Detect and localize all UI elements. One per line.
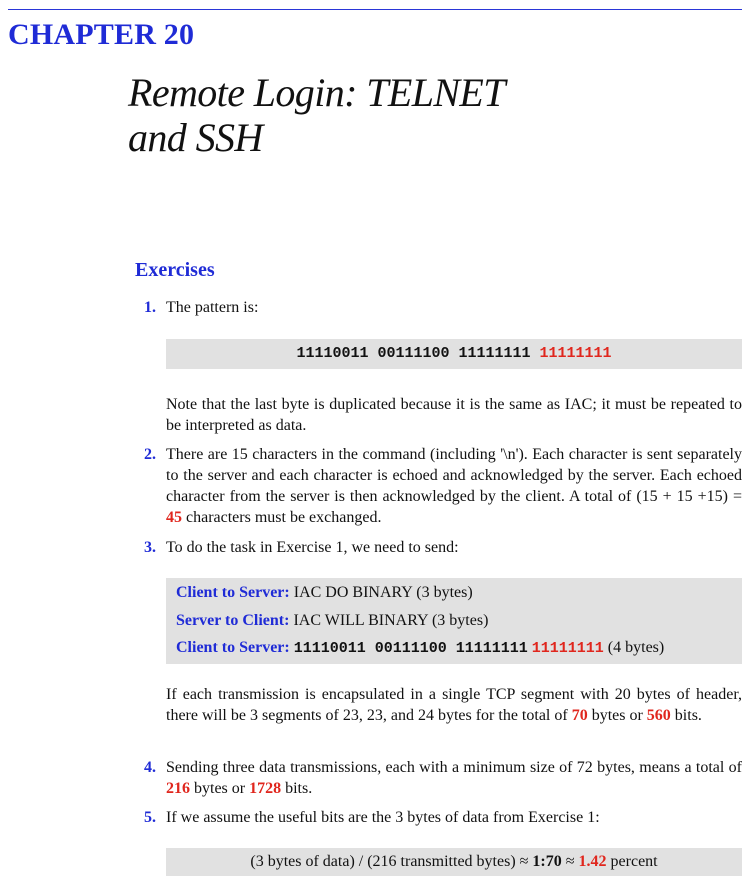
exercise-text: bytes or	[587, 707, 647, 724]
exercise-text: characters must be exchanged.	[182, 509, 382, 526]
exercise-number: 3.	[144, 539, 156, 556]
exercise-text: There are 15 characters in the command (including '\n'). Each character is sent separately to the server and each character is echoed and acknowledged by the server. Each echoed character from the server is then acknowledged by the client. A total of (15 + 15 +15) =	[166, 446, 742, 505]
chapter-number: CHAPTER 20	[8, 18, 195, 51]
exercise-text: bytes or	[190, 780, 250, 797]
exercise-1-intro	[144, 297, 742, 318]
highlight-value: 1728	[249, 780, 282, 797]
bit-pattern: 11110011 00111100 11111111	[296, 345, 531, 362]
efficiency-formula-box	[166, 848, 742, 876]
message-bits: 11110011 00111100 11111111	[293, 640, 528, 657]
exercise-text: bits.	[670, 707, 702, 724]
title-line-2: and SSH	[128, 115, 263, 160]
bit-pattern-box	[166, 339, 742, 369]
top-rule	[8, 9, 742, 10]
message-line	[176, 583, 473, 603]
exercise-number: 4.	[144, 759, 156, 776]
bit-pattern-duplicated: 11111111	[539, 345, 612, 362]
ratio-value: 1:70	[532, 853, 562, 870]
exercise-text: If each transmission is encapsulated in a single TCP segment with 20 bytes of header, there will be 3 segments of 23, 23, and 24 bytes for the total of	[166, 686, 742, 724]
approx-symbol: ≈	[519, 853, 529, 870]
direction-label: Client to Server:	[176, 584, 290, 601]
message-sequence-box	[166, 578, 742, 664]
chapter-title	[128, 70, 505, 160]
percent-value: 1.42	[578, 853, 607, 870]
exercise-1-note: Note that the last byte is duplicated because it is the same as IAC; it must be repeated to be interpreted as data.	[166, 396, 742, 434]
title-line-1: Remote Login: TELNET	[128, 70, 505, 115]
highlight-value: 45	[166, 509, 182, 526]
exercise-text: The pattern is:	[166, 299, 259, 316]
highlight-value: 216	[166, 780, 190, 797]
approx-symbol: ≈	[565, 853, 575, 870]
direction-label: Client to Server:	[176, 639, 290, 656]
exercise-4	[144, 757, 742, 799]
exercise-number: 1.	[144, 299, 156, 316]
message-line	[176, 638, 664, 659]
exercise-text: If we assume the useful bits are the 3 bytes of data from Exercise 1:	[166, 809, 600, 826]
message-text: IAC WILL BINARY (3 bytes)	[289, 612, 489, 629]
exercise-text: To do the task in Exercise 1, we need to send:	[166, 539, 459, 556]
message-text: (4 bytes)	[603, 639, 665, 656]
exercise-5-intro	[144, 807, 742, 828]
exercise-number: 5.	[144, 809, 156, 826]
formula-text: (3 bytes of data) / (216 transmitted bytes)	[250, 853, 520, 870]
exercise-2	[144, 444, 742, 528]
exercise-text: bits.	[281, 780, 313, 797]
direction-label: Server to Client:	[176, 612, 290, 629]
highlight-value: 560	[646, 707, 671, 724]
exercise-number: 2.	[144, 446, 156, 463]
exercise-text: Sending three data transmissions, each with a minimum size of 72 bytes, means a total of	[166, 759, 742, 776]
exercise-3-intro	[144, 537, 742, 558]
exercise-3-followup	[166, 684, 742, 726]
exercises-heading: Exercises	[135, 259, 215, 281]
highlight-value: 70	[571, 707, 588, 724]
message-text: IAC DO BINARY (3 bytes)	[289, 584, 473, 601]
percent-word: percent	[606, 853, 658, 870]
message-bits-duplicated: 11111111	[531, 640, 604, 657]
message-line	[176, 611, 488, 631]
